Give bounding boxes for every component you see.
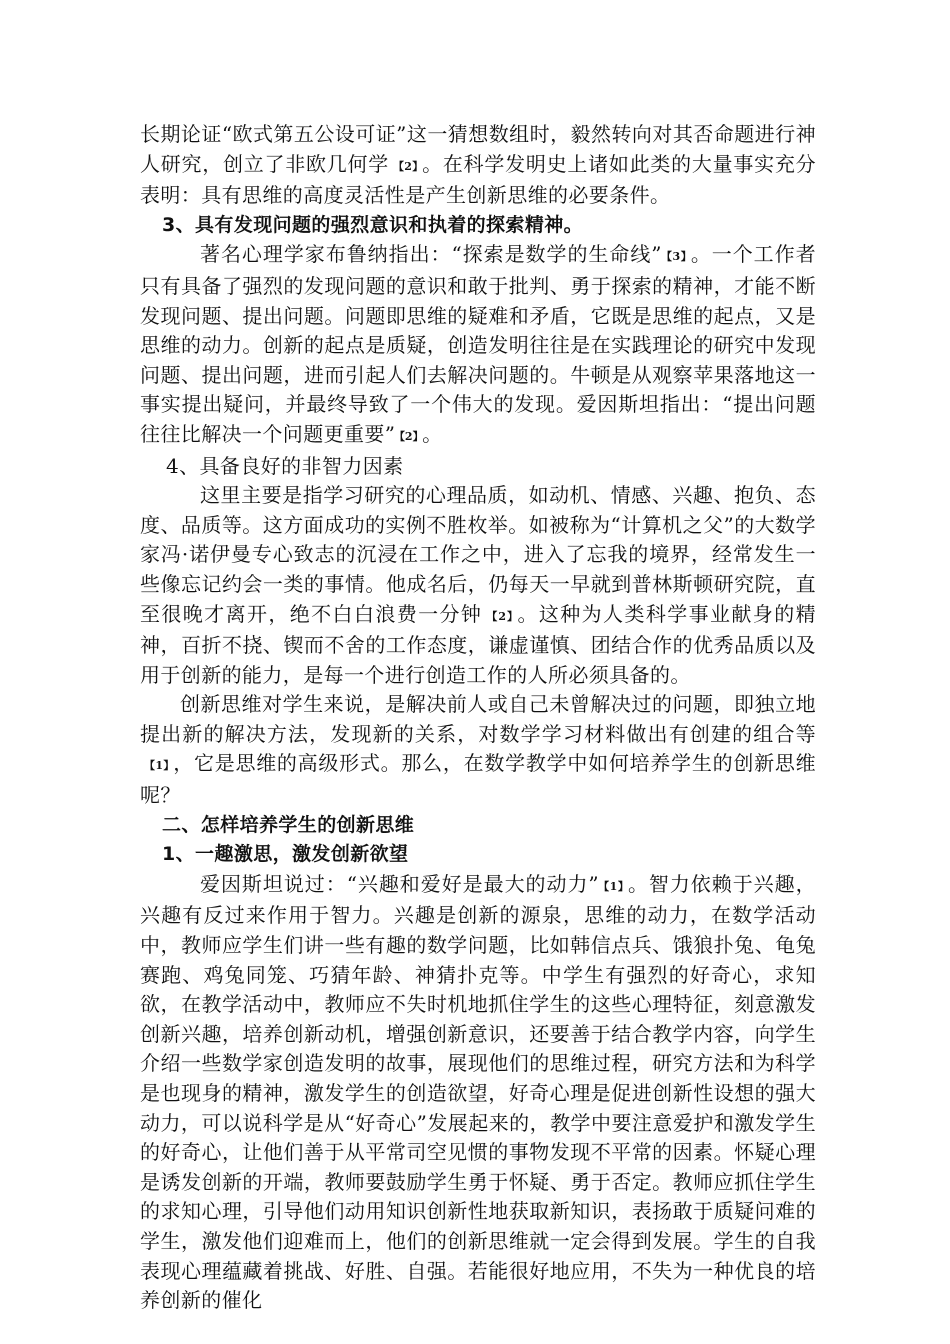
paragraph-text: 创新思维对学生来说，是解决前人或自己未曾解决过的问题，即独立地提出新的解决方法，发现新的关系，对数学学习材料做出有创建的组合等 — [140, 692, 816, 746]
paragraph-non-intellectual — [140, 481, 816, 690]
paragraph-non-euclidean — [140, 120, 816, 211]
subsection-heading-1: 1、一趣激思，激发创新欲望 — [162, 843, 409, 866]
paragraph-text: 。 — [422, 421, 443, 446]
paragraph-interest — [140, 870, 816, 1316]
citation-ref: 【2】 — [486, 609, 514, 623]
paragraph-text: 长期论证“欧式第五公设可证”这一猜想数组时，毅然转向对其否命题进行神人研究，创立了非欧几何学 — [140, 122, 816, 176]
citation-ref: 【1】 — [603, 879, 624, 893]
paragraph-text: 。这种为人类科学事业献身的精神，百折不挠、锲而不舍的工作态度，谦虚谨慎、团结合作的优秀品质以及用于创新的能力，是每一个进行创造工作的人所必须具备的。 — [140, 601, 816, 687]
body-text — [140, 120, 816, 1316]
paragraph-text: ，它是思维的高级形式。那么，在数学教学中如何培养学生的创新思维呢？ — [140, 751, 817, 808]
citation-ref: 【1】 — [144, 759, 170, 773]
paragraph-text: 。一个工作者只有具备了强烈的发现问题的意识和敢于批判、勇于探索的精神，才能不断发现问题、提出问题。问题即思维的疑难和矛盾，它既是思维的起点，又是思维的动力。创新的起点是质疑，创造发明往往是在实践理论的研究中发现问题、提出问题，进而引起人们去解决问题的。牛顿是从观察苹果落地这一事实提出疑问，并最终导致了一个伟大的发现。爱因斯坦指出：“提出问题往往比解决一个问题更重要” — [140, 242, 816, 446]
paragraph-text: 。智力依赖于兴趣，兴趣有反过来作用于智力。兴趣是创新的源泉，思维的动力，在数学活动中，教师应学生们讲一些有趣的数学问题，比如韩信点兵、饿狼扑兔、龟兔赛跑、鸡兔同笼、巧猜年龄、神猜扑克等。中学生有强烈的好奇心，求知欲，在教学活动中，教师应不失时机地抓住学生的这些心理特征，刻意激发创新兴趣，培养创新动机，增强创新意识，还要善于结合教学内容，向学生介绍一些数学家创造发明的故事，展现他们的思维过程，研究方法和为科学是也现身的精神，激发学生的创造欲望，好奇心理是促进创新性设想的强大动力，可以说科学是从“好奇心”发展起来的，教学中要注意爱护和激发学生的好奇心，让他们善于从平常司空见惯的事物发现不平常的因素。怀疑心理是诱发创新的开端，教师要鼓励学生勇于怀疑、勇于否定。教师应抓住学生的求知心理，引导他们动用知识创新性地获取新知识，表扬敢于质疑问难的学生，激发他们迎难而上，他们的创新思维就一定会得到发展。学生的自我表现心理蕴藏着挑战、好胜、自强。若能很好地应用，不失为一种优良的培养创新的催化 — [140, 871, 816, 1313]
citation-ref: 【3】 — [665, 250, 687, 264]
citation-ref: 【2】 — [392, 159, 419, 173]
section-heading-part-2: 二、怎样培养学生的创新思维 — [162, 813, 415, 836]
citation-ref: 【2】 — [399, 429, 419, 443]
paragraph-text: 爱因斯坦说过：“兴趣和爱好是最大的动力” — [200, 871, 600, 896]
section-heading-3: 3、具有发现问题的强烈意识和执着的探索精神。 — [162, 213, 584, 236]
paragraph-text: 。在科学发明史上诸如此类的大量事实充分表明：具有思维的高度灵活性是产生创新思维的必要条件。 — [140, 151, 816, 208]
paragraph-exploration — [140, 240, 816, 451]
paragraph-text: 这里主要是指学习研究的心理品质，如动机、情感、兴趣、抱负、态度、品质等。这方面成功的实例不胜枚举。如被称为“计算机之父”的大数学家冯·诺伊曼专心致志的沉浸在工作之中，进入了忘我的境界，经常发生一些像忘记约会一类的事情。他成名后，仍每天一早就到普林斯顿研究院，直至很晚才离开，绝不白白浪费一分钟 — [140, 483, 816, 626]
paragraph-text: 著名心理学家布鲁纳指出：“探索是数学的生命线” — [200, 242, 662, 267]
section-heading-4: 4、具备良好的非智力因素 — [166, 453, 404, 478]
paragraph-innovative-thinking — [140, 690, 816, 810]
